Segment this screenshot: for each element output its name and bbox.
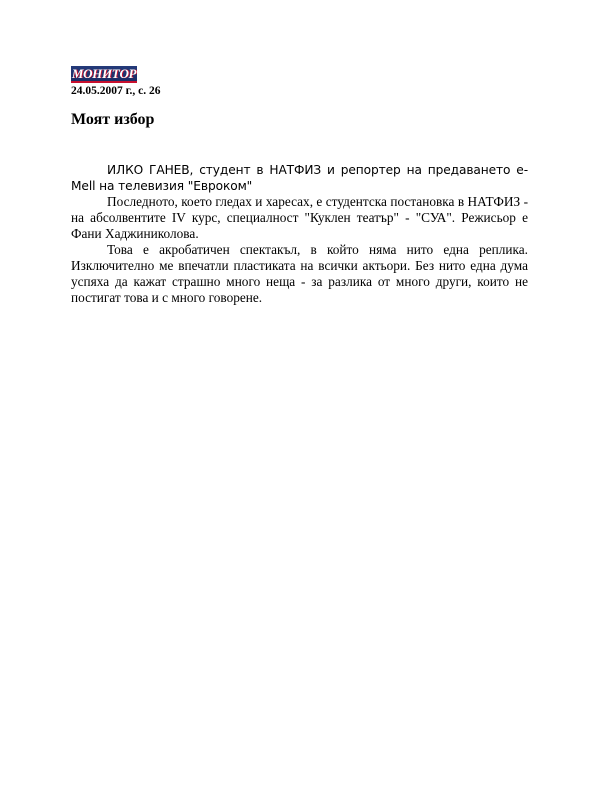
monitor-logo	[71, 66, 137, 83]
article-paragraph: Последното, което гледах и харесах, е студентска постановка в НАТФИЗ - на абсолвентите IV курс, специалност "Куклен театър" - "СУА". Режисьор е Фани Хаджиниколова.	[71, 194, 528, 241]
logo-text: МОНИТОР	[71, 66, 137, 81]
article-title: Моят избор	[71, 111, 155, 128]
article-paragraph: Това е акробатичен спектакъл, в който няма нито една реплика. Изключително ме впечатли пластиката на всички актьори. Без нито една дума успяха да кажат страшно много неща - за разлика от много други, които не постигат това и с много говорене.	[71, 242, 528, 305]
article-body	[71, 162, 528, 306]
publication-date: 24.05.2007 г., с. 26	[71, 85, 161, 97]
article-paragraph-author: ИЛКО ГАНЕВ, студент в НАТФИЗ и репортер на предаването е-Mell на телевизия "Евроком"	[71, 163, 528, 193]
